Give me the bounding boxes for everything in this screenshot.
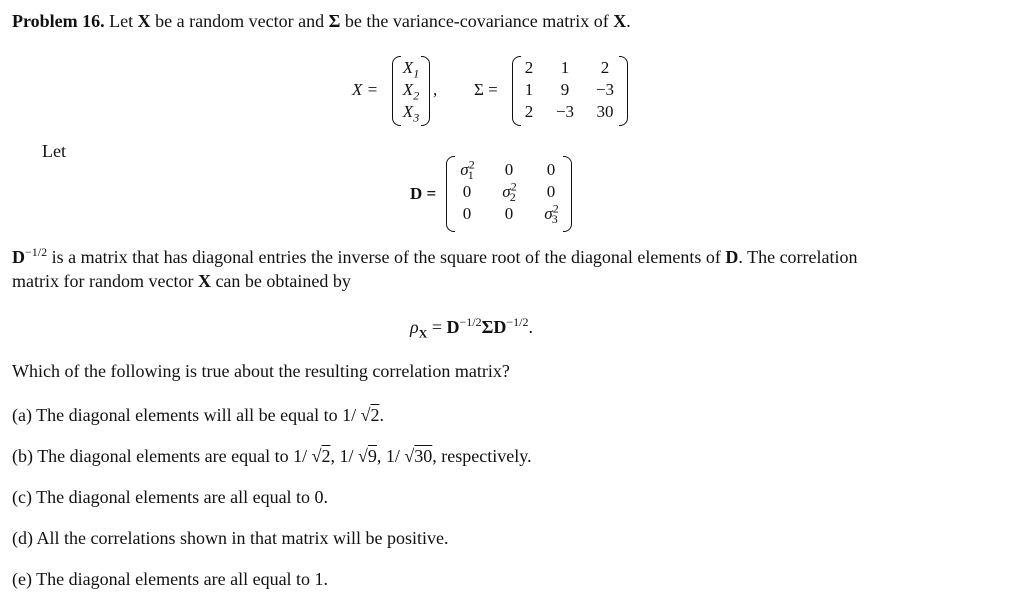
intro-text: Let	[109, 11, 138, 31]
sigma-cell: 1	[524, 80, 534, 99]
problem-statement	[12, 10, 631, 32]
sigma-matrix	[512, 56, 628, 124]
intro-text-mid: be a random vector and	[150, 11, 329, 31]
option-d: (d) All the correlations shown in that matrix will be positive.	[12, 528, 449, 548]
d-lhs: D =	[410, 184, 437, 203]
intro-text-mid2: be the variance-covariance matrix of	[340, 11, 614, 31]
vector-x-entry: $X_1$	[402, 58, 420, 81]
symbol-X: X	[137, 11, 151, 31]
symbol-Sigma: Σ	[328, 11, 341, 31]
question-text: Which of the following is true about the resulting correlation matrix?	[12, 361, 510, 381]
d-cell-sigma1: $\sigma^2_1$	[460, 157, 475, 183]
d-cell-sigma3: $\sigma^2_3$	[544, 201, 559, 227]
let-label: Let	[42, 141, 66, 161]
d-cell: 0	[546, 160, 556, 179]
d-cell: 0	[462, 204, 472, 223]
option-a: (a) The diagonal elements will all be equal to 1/ √2.	[12, 405, 384, 425]
correlation-formula: $\rho_X = D^{-1/2}\Sigma D^{-1/2}$.	[410, 315, 533, 341]
symbol-X-2: X	[613, 11, 627, 31]
option-b: (b) The diagonal elements are equal to 1/ √2, 1/ √9, 1/ √30, respectively.	[12, 446, 532, 466]
problem-label: Problem 16.	[12, 11, 105, 31]
vector-x-lhs: X =	[352, 80, 379, 99]
option-e: (e) The diagonal elements are all equal to 1.	[12, 569, 329, 589]
sigma-cell: 2	[524, 102, 534, 121]
description-line-1: $D^{-1/2}$ is a matrix that has diagonal entries the inverse of the square root of the diagonal elements of D. The correlation	[12, 245, 858, 267]
d-cell: 0	[546, 182, 556, 201]
sigma-cell: 1	[560, 58, 570, 77]
sigma-cell: 30	[596, 102, 614, 121]
vector-x-entry: $X_3$	[402, 102, 420, 125]
description-line-2: matrix for random vector X can be obtained by	[12, 271, 351, 291]
d-cell: 0	[504, 160, 514, 179]
d-cell-sigma2: $\sigma^2_2$	[502, 179, 517, 205]
intro-end: .	[626, 11, 631, 31]
d-matrix	[446, 156, 572, 230]
d-cell: 0	[462, 182, 472, 201]
d-cell: 0	[504, 204, 514, 223]
sigma-cell: 9	[560, 80, 570, 99]
sigma-cell: 2	[524, 58, 534, 77]
option-c: (c) The diagonal elements are all equal to 0.	[12, 487, 329, 507]
vector-x-comma: ,	[433, 80, 438, 99]
vector-x	[392, 56, 430, 124]
vector-x-entry: $X_2$	[402, 80, 420, 103]
sigma-cell: −3	[555, 102, 575, 121]
sigma-cell: −3	[595, 80, 615, 99]
sigma-lhs: Σ =	[474, 80, 498, 99]
sigma-cell: 2	[600, 58, 610, 77]
